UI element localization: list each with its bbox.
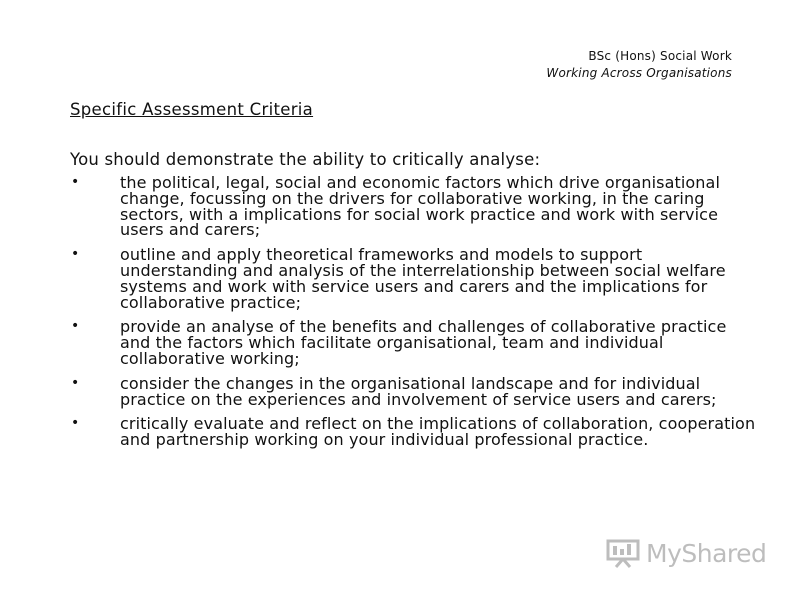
course-title: BSc (Hons) Social Work: [588, 49, 732, 63]
criteria-text: provide an analyse of the benefits and challenges of collaborative practice and the factors which facilitate organisational, team and individual collaborative working;: [120, 317, 727, 368]
list-item: [70, 319, 760, 366]
criteria-text: the political, legal, social and economic factors which drive organisational change, focussing on the drivers for collaborative working, in the caring sectors, with a implications for social work practice and work with service users and carers;: [120, 173, 720, 240]
intro-text: You should demonstrate the ability to critically analyse:: [70, 150, 541, 169]
section-title: Specific Assessment Criteria: [70, 100, 314, 119]
list-item: [70, 175, 760, 238]
bullet-icon: •: [71, 318, 80, 335]
list-item: [70, 247, 760, 310]
criteria-text: critically evaluate and reflect on the implications of collaboration, cooperation and partnership working on your individual professional practice.: [120, 414, 756, 450]
bullet-icon: •: [71, 374, 80, 391]
bullet-icon: •: [71, 246, 80, 263]
list-item: [70, 373, 760, 409]
watermark-text: MyShared: [646, 538, 767, 568]
bullet-icon: •: [71, 174, 80, 190]
slide-header: [546, 48, 732, 82]
presentation-board-icon: [606, 538, 640, 568]
list-item: [70, 416, 760, 448]
criteria-text: consider the changes in the organisational landscape and for individual practice on the experiences and involvement of service users and carers;: [120, 373, 717, 409]
module-title: Working Across Organisations: [546, 66, 732, 80]
criteria-list: [70, 175, 760, 457]
criteria-text: outline and apply theoretical frameworks and models to support understanding and analysis of the interrelationship between social welfare systems and work with service users and carers and the implications for collaborative practice;: [120, 245, 726, 312]
bullet-icon: •: [71, 415, 80, 432]
watermark-logo: [606, 538, 766, 568]
